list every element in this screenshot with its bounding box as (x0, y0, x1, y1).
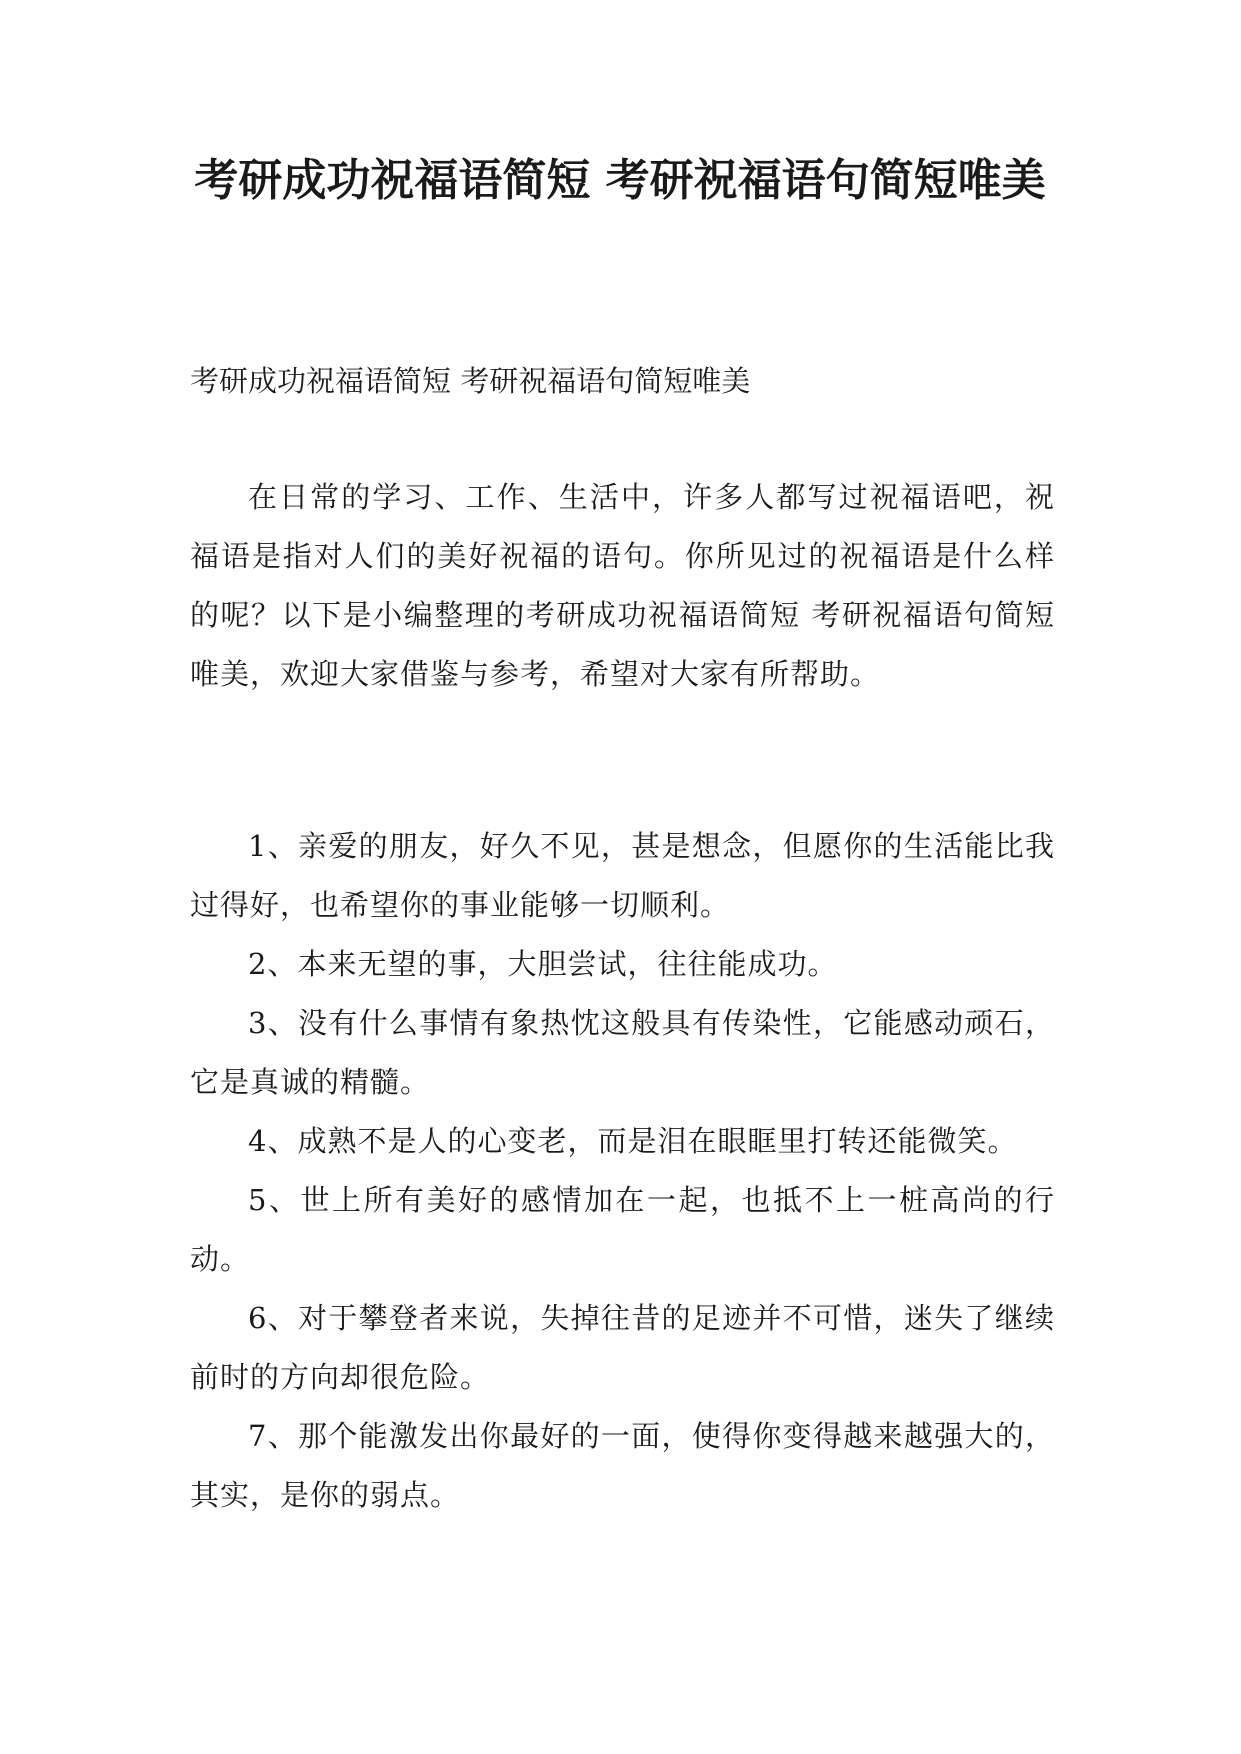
intro-section (190, 468, 1055, 704)
wish-item-4: 4、成熟不是人的心变老，而是泪在眼眶里打转还能微笑。 (248, 1124, 1018, 1158)
document-subtitle: 考研成功祝福语简短 考研祝福语句简短唯美 (190, 364, 751, 398)
wish-item-1: 1、亲爱的朋友，好久不见，甚是想念，但愿你的生活能比我过得好，也希望你的事业能够一切顺利。 (190, 829, 1055, 922)
wishes-list (190, 817, 1055, 1525)
wish-item-5: 5、世上所有美好的感情加在一起，也抵不上一桩高尚的行动。 (190, 1183, 1055, 1276)
wish-item-7: 7、那个能激发出你最好的一面，使得你变得越来越强大的，其实，是你的弱点。 (190, 1419, 1055, 1512)
document-title: 考研成功祝福语简短 考研祝福语句简短唯美 (194, 155, 1046, 206)
wish-item-6: 6、对于攀登者来说，失掉往昔的足迹并不可惜，迷失了继续前时的方向却很危险。 (190, 1301, 1055, 1394)
intro-paragraph: 在日常的学习、工作、生活中，许多人都写过祝福语吧，祝福语是指对人们的美好祝福的语句。你所见过的祝福语是什么样的呢？以下是小编整理的考研成功祝福语简短 考研祝福语句简短唯美，欢迎大家借鉴与参考，希望对大家有所帮助。 (190, 480, 1055, 691)
wish-item-2: 2、本来无望的事，大胆尝试，往往能成功。 (248, 947, 838, 981)
wish-item-3: 3、没有什么事情有象热忱这般具有传染性，它能感动顽石，它是真诚的精髓。 (190, 1006, 1055, 1099)
